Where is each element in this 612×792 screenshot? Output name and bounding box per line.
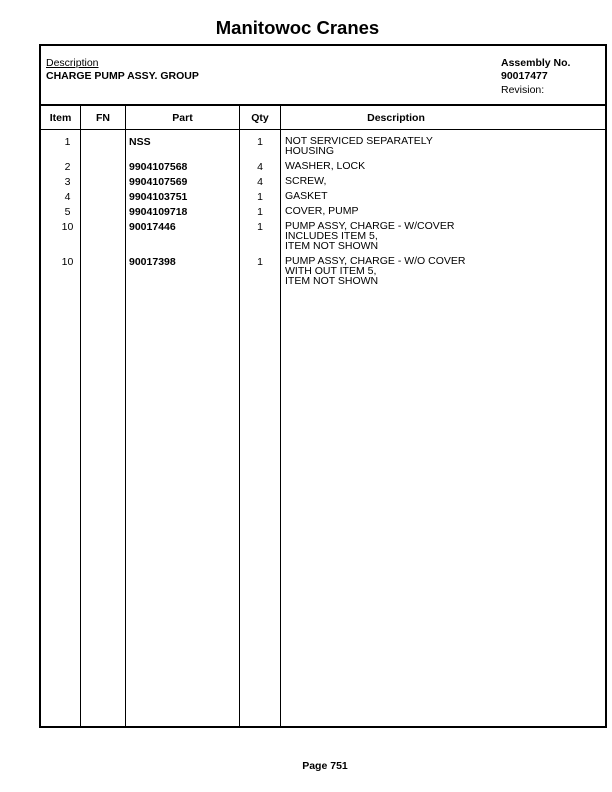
- column-divider-fn: [125, 106, 126, 726]
- description-line: GASKET: [285, 190, 328, 202]
- description-line: INCLUDES ITEM 5,: [285, 230, 378, 242]
- quantity-cell: 1: [257, 221, 263, 233]
- column-header-qty: Qty: [251, 112, 269, 124]
- description-line: PUMP ASSY, CHARGE - W/COVER: [285, 220, 455, 232]
- parts-list-frame: [39, 44, 607, 728]
- quantity-cell: 1: [257, 136, 263, 148]
- description-cell: [285, 256, 465, 286]
- item-cell: 10: [61, 221, 74, 233]
- description-cell: [285, 176, 326, 186]
- description-value: CHARGE PUMP ASSY. GROUP: [46, 70, 199, 82]
- description-line: ITEM NOT SHOWN: [285, 240, 379, 252]
- column-header-item: Item: [49, 112, 72, 124]
- part-number-cell: 9904103751: [129, 191, 188, 203]
- column-header-fn: FN: [96, 112, 110, 124]
- description-cell: [285, 191, 328, 201]
- description-line: COVER, PUMP: [285, 205, 359, 217]
- item-cell: 5: [64, 206, 71, 218]
- column-divider-qty: [280, 106, 281, 726]
- item-cell: 4: [64, 191, 71, 203]
- description-cell: [285, 136, 433, 156]
- quantity-cell: 1: [257, 191, 263, 203]
- part-number-cell: 90017398: [129, 256, 176, 268]
- quantity-cell: 4: [257, 161, 263, 173]
- quantity-cell: 1: [257, 206, 263, 218]
- description-line: WITH OUT ITEM 5,: [285, 265, 377, 277]
- description-line: SCREW,: [285, 175, 327, 187]
- column-header-description: Description: [367, 112, 425, 124]
- revision-label: Revision:: [501, 84, 545, 96]
- part-number-cell: 9904107569: [129, 176, 188, 188]
- description-cell: [285, 161, 365, 171]
- description-cell: [285, 206, 359, 216]
- description-cell: [285, 221, 454, 251]
- page-title: Manitowoc Cranes: [215, 17, 380, 38]
- quantity-cell: 4: [257, 176, 263, 188]
- part-number-cell: 90017446: [129, 221, 176, 233]
- description-line: PUMP ASSY, CHARGE - W/O COVER: [285, 255, 466, 267]
- item-cell: 2: [64, 161, 71, 173]
- description-line: NOT SERVICED SEPARATELY: [285, 135, 433, 147]
- part-number-cell: NSS: [129, 136, 151, 148]
- item-cell: 3: [64, 176, 71, 188]
- assembly-number-value: 90017477: [501, 70, 548, 82]
- quantity-cell: 1: [257, 256, 263, 268]
- description-line: HOUSING: [285, 145, 335, 157]
- item-cell: 1: [64, 136, 71, 148]
- part-number-cell: 9904107568: [129, 161, 188, 173]
- description-line: ITEM NOT SHOWN: [285, 275, 379, 287]
- column-header-part: Part: [172, 112, 193, 124]
- description-label: Description: [46, 57, 99, 69]
- assembly-number-label: Assembly No.: [501, 57, 571, 69]
- item-cell: 10: [61, 256, 74, 268]
- part-number-cell: 9904109718: [129, 206, 188, 218]
- description-line: WASHER, LOCK: [285, 160, 366, 172]
- page-number: Page 751: [302, 760, 348, 772]
